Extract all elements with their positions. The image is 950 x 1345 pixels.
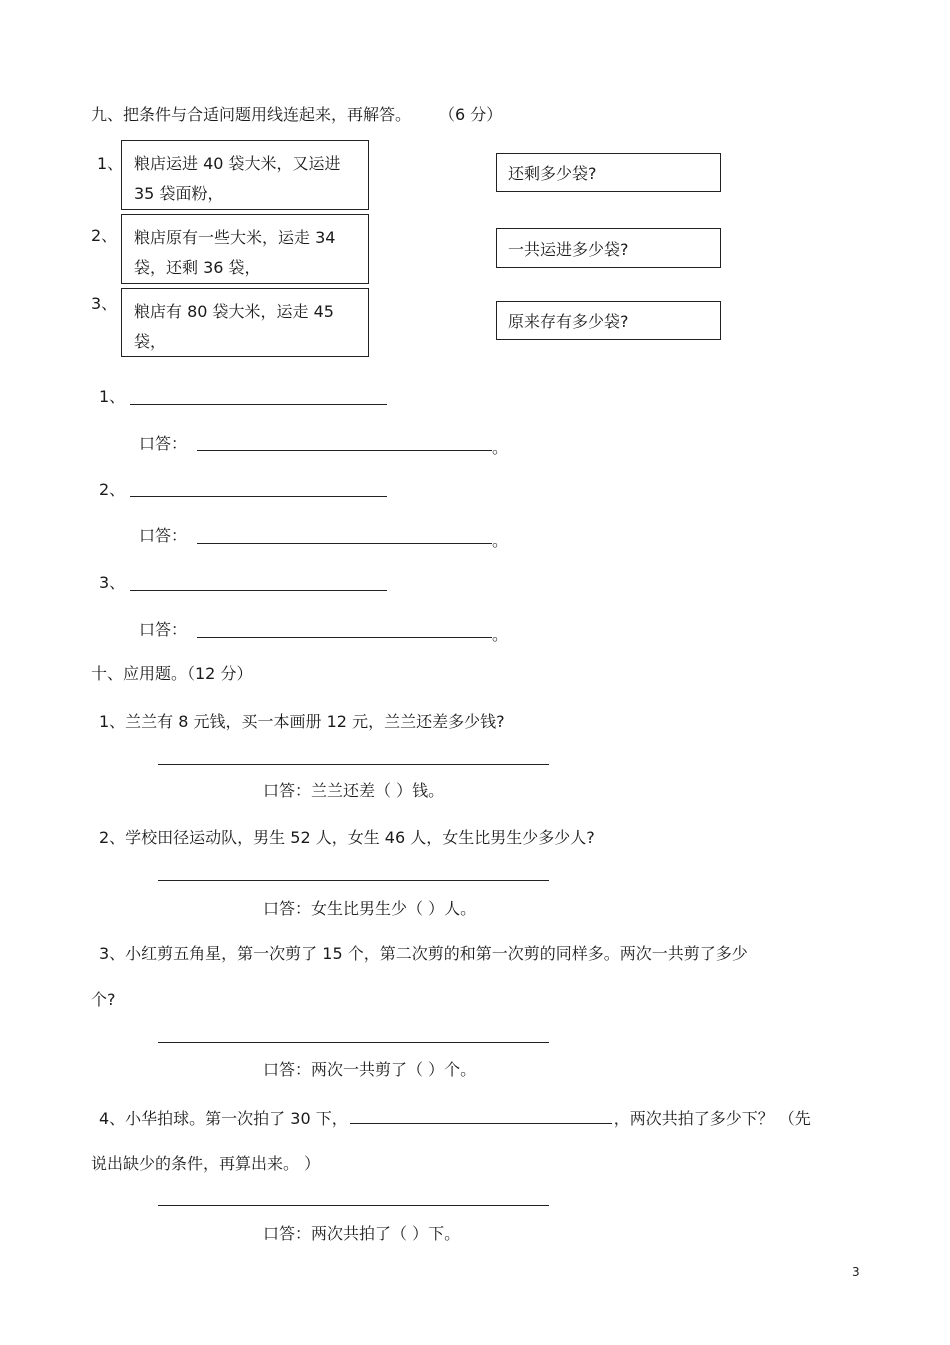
problem-2-answer: 口答：女生比男生少（ ）人。 bbox=[263, 899, 477, 918]
answer-number-2: 2、 bbox=[99, 480, 126, 499]
condition-box-1[interactable] bbox=[121, 140, 369, 210]
question-box-1[interactable] bbox=[496, 153, 721, 192]
answer-number-1: 1、 bbox=[99, 387, 126, 406]
question-box-2[interactable] bbox=[496, 228, 721, 268]
problem-4-text-start: 4、小华拍球。第一次拍了 30 下， bbox=[99, 1109, 348, 1128]
oral-answer-end-3: 。 bbox=[492, 625, 509, 644]
condition-box-2[interactable] bbox=[121, 214, 369, 284]
condition-text-1: 粮店运进 40 袋大米，又运进 35 袋面粉， bbox=[134, 154, 341, 203]
question-box-3[interactable] bbox=[496, 301, 721, 340]
page-number: 3 bbox=[852, 1265, 860, 1279]
problem-1-text: 1、兰兰有 8 元钱，买一本画册 12 元，兰兰还差多少钱? bbox=[99, 712, 505, 731]
answer-line-2[interactable] bbox=[130, 496, 387, 497]
answer-line-3[interactable] bbox=[130, 590, 387, 591]
question-text-3: 原来存有多少袋? bbox=[508, 312, 629, 331]
problem-4-text-cont: 说出缺少的条件，再算出来。 ） bbox=[91, 1154, 321, 1173]
oral-answer-label-2: 口答： bbox=[139, 526, 188, 545]
problem-2-work-line[interactable] bbox=[158, 880, 549, 881]
question-text-2: 一共运进多少袋? bbox=[508, 239, 629, 259]
answer-number-3: 3、 bbox=[99, 573, 126, 592]
problem-4-text-end: ，两次共拍了多少下？ （先 bbox=[613, 1109, 811, 1128]
oral-answer-label-3: 口答： bbox=[139, 620, 188, 639]
problem-4-answer: 口答：两次共拍了（ ）下。 bbox=[263, 1224, 461, 1243]
answer-line-1[interactable] bbox=[130, 404, 387, 405]
problem-4-work-line[interactable] bbox=[158, 1205, 549, 1206]
condition-number-1: 1、 bbox=[97, 154, 124, 173]
problem-2-text: 2、学校田径运动队，男生 52 人，女生 46 人，女生比男生少多少人? bbox=[99, 828, 595, 847]
condition-number-2: 2、 bbox=[91, 226, 118, 245]
problem-4-text bbox=[99, 1109, 811, 1127]
oral-answer-end-1: 。 bbox=[492, 438, 509, 457]
section9-title: 九、把条件与合适问题用线连起来，再解答。 （6 分） bbox=[91, 105, 503, 124]
problem-3-text-cont: 个? bbox=[91, 990, 116, 1009]
condition-text-3: 粮店有 80 袋大米，运走 45 袋， bbox=[134, 302, 334, 351]
oral-answer-line-1[interactable] bbox=[197, 450, 492, 451]
problem-1-answer: 口答：兰兰还差（ ）钱。 bbox=[263, 781, 445, 800]
oral-answer-line-2[interactable] bbox=[197, 543, 492, 544]
condition-number-3: 3、 bbox=[91, 294, 118, 313]
problem-3-answer: 口答：两次一共剪了（ ）个。 bbox=[263, 1060, 477, 1079]
oral-answer-label-1: 口答： bbox=[139, 434, 188, 453]
question-text-1: 还剩多少袋? bbox=[508, 164, 597, 183]
oral-answer-line-3[interactable] bbox=[197, 637, 492, 638]
condition-text-2: 粮店原有一些大米，运走 34 袋，还剩 36 袋， bbox=[134, 228, 336, 277]
oral-answer-end-2: 。 bbox=[492, 531, 509, 550]
problem-3-text: 3、小红剪五角星，第一次剪了 15 个，第二次剪的和第一次剪的同样多。两次一共剪了多少 bbox=[99, 944, 748, 963]
section10-title: 十、应用题。（12 分） bbox=[91, 664, 253, 683]
missing-condition-blank[interactable] bbox=[350, 1109, 612, 1124]
condition-box-3[interactable] bbox=[121, 288, 369, 357]
problem-1-work-line[interactable] bbox=[158, 764, 549, 765]
problem-3-work-line[interactable] bbox=[158, 1042, 549, 1043]
